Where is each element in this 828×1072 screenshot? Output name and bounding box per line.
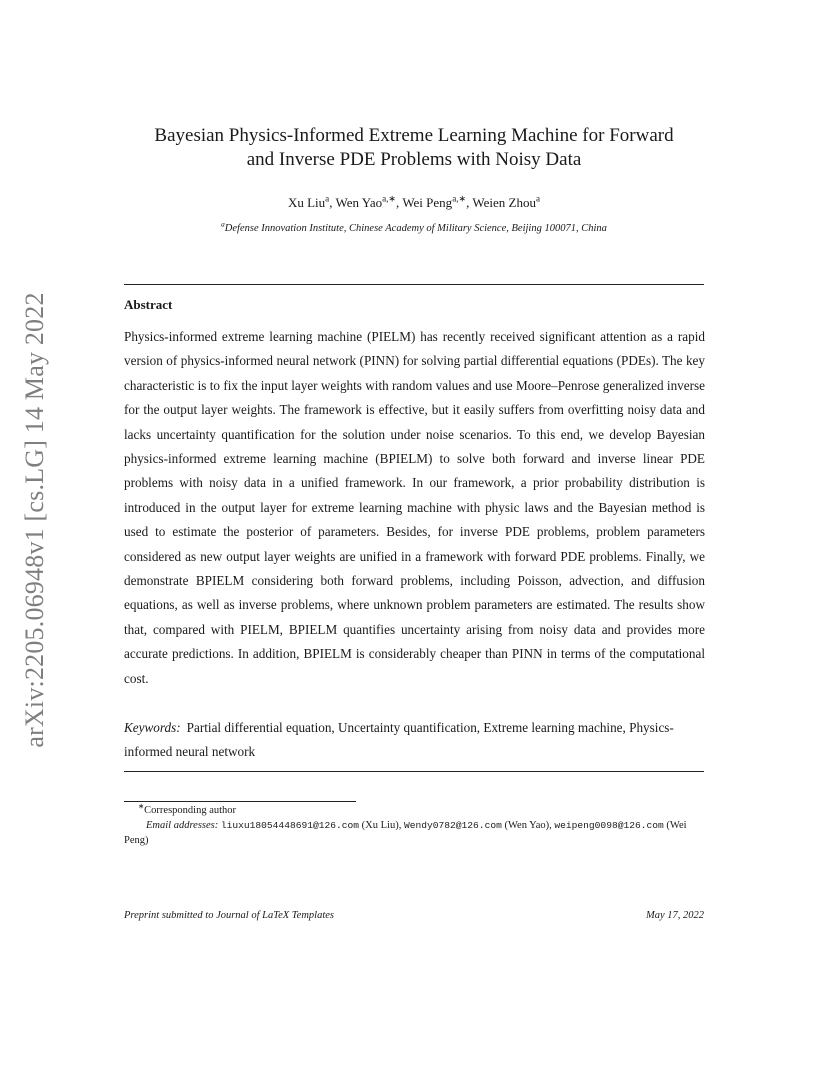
footnote-corresponding — [124, 803, 706, 818]
author-marks: a — [325, 193, 330, 204]
abstract-text: Physics-informed extreme learning machine (PIELM) has recently received significant attention as a rapid version of physics-informed neural network (PINN) for solving partial differential equations (PDEs). The key characteristic is to fix the input layer weights with random values and use Moore–Penrose generalized inverse for the output layer weights. The framework is effective, but it easily suffers from overfitting noisy data and lacks uncertainty quantification for the solution under noise scenarios. To this end, we develop Bayesian physics-informed extreme learning machine (BPIELM) to solve both forward and inverse linear PDE problems with noisy data in a unified framework. In our framework, a prior probability distribution is introduced in the output layer for extreme learning machine with physic laws and the Bayesian method is used to estimate the posterior of parameters. Besides, for inverse PDE problems, problem parameters considered as new output layer weights are unified in a framework with forward PDE problems. Finally, we demonstrate BPIELM considering both forward problems, including Poisson, advection, and diffusion equations, as well as inverse problems, where unknown problem parameters are estimated. The results show that, compared with PIELM, BPIELM quantifies uncertainty arising from noisy data and provides more accurate predictions. In addition, BPIELM is considerably cheaper than PINN in terms of the computational cost. — [124, 329, 705, 686]
abstract-top-rule — [124, 284, 704, 285]
author-marks: a,∗ — [452, 193, 467, 204]
email-separator: , — [398, 820, 404, 831]
author-name: Wei Peng — [402, 195, 453, 210]
corresponding-author-text: Corresponding author — [144, 805, 237, 816]
author-name: Weien Zhou — [472, 195, 536, 210]
footnote-emails — [124, 818, 706, 848]
author-separator: , — [329, 195, 336, 210]
affiliation — [120, 219, 708, 236]
author — [335, 195, 402, 210]
author — [472, 195, 540, 210]
author-marks: a,∗ — [382, 193, 397, 204]
author — [402, 195, 472, 210]
paper-title — [120, 124, 708, 172]
email-entry — [404, 820, 554, 831]
arxiv-id-text: arXiv:2205.06948v1 [cs.LG] 14 May 2022 — [20, 292, 49, 748]
affiliation-mark: a — [221, 219, 225, 229]
author-separator: , — [396, 195, 403, 210]
abstract-bottom-rule — [124, 771, 704, 772]
submission-date: May 17, 2022 — [645, 910, 704, 921]
email-owner: (Wen Yao) — [504, 820, 550, 831]
keywords-label: Keywords: — [124, 720, 181, 735]
author-name: Wen Yao — [335, 195, 383, 210]
keywords-text: Partial differential equation, Uncertainty quantification, Extreme learning machine, Physics-informed neural network — [124, 720, 674, 760]
author-marks: a — [535, 193, 541, 204]
footnote-rule — [124, 801, 356, 802]
preprint-note: Preprint submitted to Journal of LaTeX Templates — [124, 910, 335, 921]
author-separator: , — [466, 195, 473, 210]
keywords — [124, 716, 705, 765]
footnote-mark: ∗ — [138, 801, 145, 811]
email-entry — [221, 820, 404, 831]
author-list — [120, 194, 708, 212]
email-address[interactable]: weipeng0098@126.com — [554, 820, 664, 831]
email-owner: (Xu Liu) — [361, 820, 399, 831]
footnotes — [124, 803, 706, 848]
affiliation-text: Defense Innovation Institute, Chinese Academy of Military Science, Beijing 100071, China — [224, 223, 607, 234]
email-separator: , — [549, 820, 555, 831]
email-address[interactable]: liuxu18054448691@126.com — [220, 820, 360, 831]
author — [288, 195, 336, 210]
title-line-2: and Inverse PDE Problems with Noisy Data — [246, 149, 582, 170]
email-label: Email addresses: — [146, 820, 219, 831]
email-address[interactable]: Wendy0782@126.com — [403, 820, 502, 831]
email-owner: (Wei Peng) — [124, 820, 687, 846]
abstract-heading: Abstract — [124, 297, 173, 312]
author-name: Xu Liu — [287, 195, 326, 210]
title-line-1: Bayesian Physics-Informed Extreme Learning Machine for Forward — [154, 125, 674, 146]
